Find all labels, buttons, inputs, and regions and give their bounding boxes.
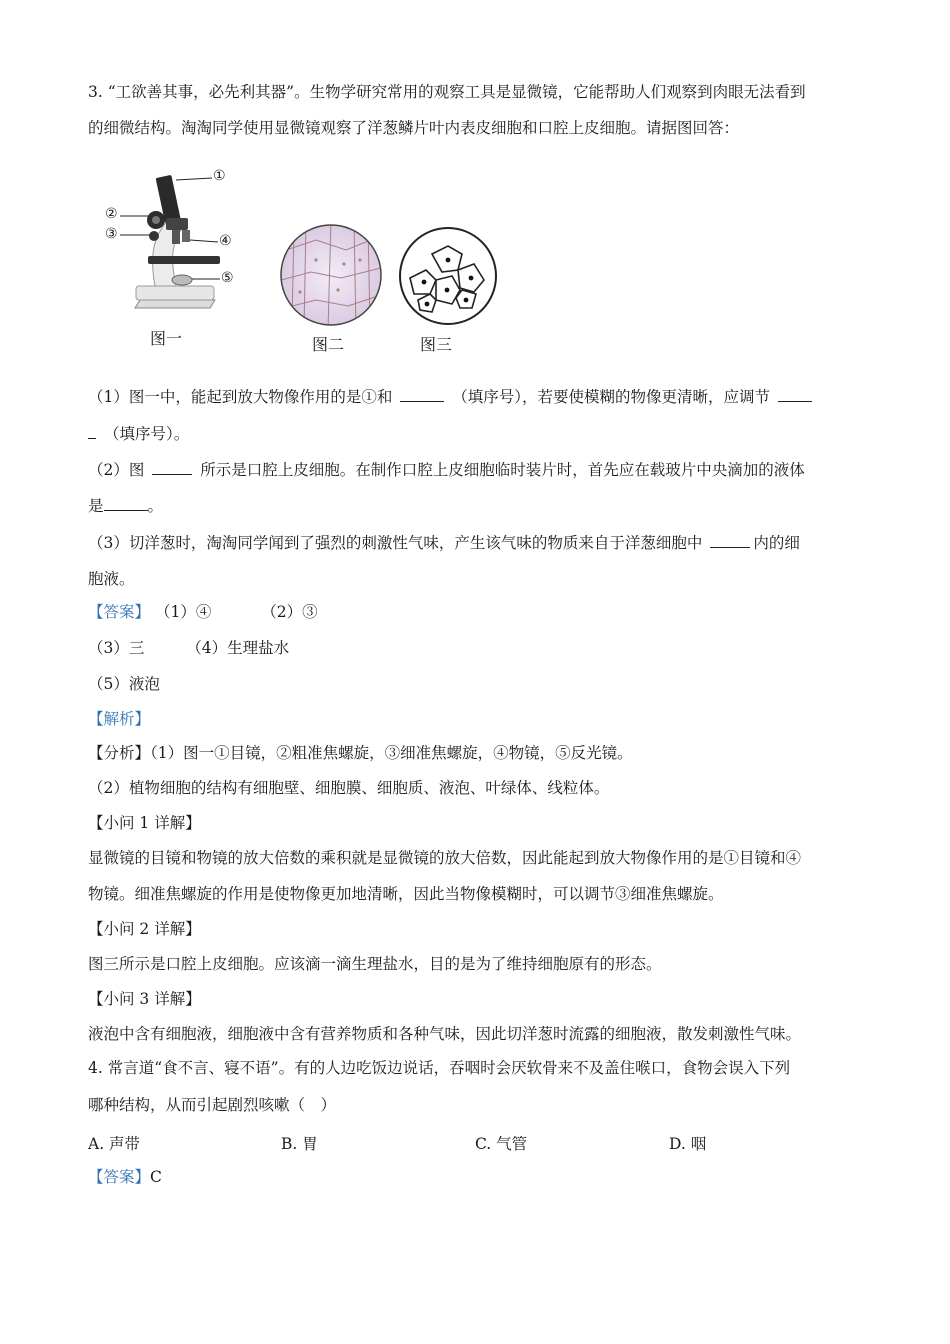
sub2-text-d: 。 (147, 497, 164, 515)
q3-sub3-line2: 胞液。 (88, 570, 135, 588)
sub2-text-a: （2）图 (88, 461, 145, 479)
q4-option-a[interactable]: A. 声带 (88, 1135, 141, 1153)
sub1-blank-1[interactable] (400, 387, 444, 402)
label-2: ② (105, 206, 118, 222)
sub3-blank-1[interactable] (710, 533, 750, 548)
detail1-tag: 【小问 1 详解】 (88, 814, 201, 832)
sub1-blank-2a[interactable] (778, 387, 812, 402)
sub3-text-a: （3）切洋葱时，淘淘同学闻到了强烈的刺激性气味，产生该气味的物质来自于洋葱细胞中 (88, 534, 703, 552)
q3-sub1-line2 (88, 424, 189, 444)
label-1: ① (213, 168, 226, 184)
q3-answer-line2 (88, 638, 289, 658)
q4-answer: C (150, 1168, 162, 1186)
answer-1: （1）④ (154, 603, 212, 621)
cheek-cells-figure (396, 224, 500, 328)
answer-5: （5）液泡 (88, 675, 160, 693)
q3-stem-line1: 3. “工欲善其事，必先利其器”。生物学研究常用的观察工具是显微镜，它能帮助人们观察到肉眼无法看到 (88, 83, 806, 101)
figure1-caption: 图一 (150, 329, 183, 348)
onion-cells-figure (276, 220, 386, 330)
q4-answer-tag: 【答案】 (88, 1168, 151, 1186)
label-4: ④ (219, 233, 232, 249)
sub3-text-b: 内的细 (753, 534, 800, 552)
q4-stem-line2: 哪种结构，从而引起剧烈咳嗽（ ） (88, 1096, 337, 1114)
q4-option-b[interactable]: B. 胃 (281, 1135, 318, 1153)
detail3-line1: 液泡中含有细胞液，细胞液中含有营养物质和各种气味，因此切洋葱时流露的细胞液，散发刺激性气味。 (88, 1025, 802, 1043)
figure2-caption: 图二 (312, 335, 345, 354)
q3-sub2-line1 (88, 460, 805, 480)
q3-answer-line1 (88, 602, 318, 622)
detail1-line2: 物镜。细准焦螺旋的作用是使物像更加地清晰，因此当物像模糊时，可以调节③细准焦螺旋。 (88, 885, 724, 903)
q3-sub3-line1 (88, 533, 800, 553)
fenxi-tag: 【分析】 (88, 744, 151, 762)
figure3-caption: 图三 (420, 335, 453, 354)
q3-sub2-line2 (88, 496, 163, 516)
sub1-text-a: （1）图一中，能起到放大物像作用的是①和 (88, 388, 393, 406)
detail3-tag: 【小问 3 详解】 (88, 990, 201, 1008)
fenxi-text-1: （1）图一①目镜，②粗准焦螺旋，③细准焦螺旋，④物镜，⑤反光镜。 (150, 744, 633, 762)
analysis-tag: 【解析】 (88, 710, 151, 728)
fenxi-line1 (88, 743, 633, 763)
sub2-text-c: 是 (88, 497, 104, 515)
q4-option-d[interactable]: D. 咽 (669, 1135, 707, 1153)
figure-group (100, 158, 520, 358)
answer-3: （3）三 (88, 639, 145, 657)
sub2-blank-1[interactable] (152, 460, 192, 475)
sub1-text-b: （填序号），若要使模糊的物像更清晰，应调节 (452, 388, 771, 406)
q4-answer-line (88, 1167, 162, 1187)
answer-tag: 【答案】 (88, 603, 151, 621)
q3-stem-line2: 的细微结构。淘淘同学使用显微镜观察了洋葱鳞片叶内表皮细胞和口腔上皮细胞。请据图回答： (88, 119, 740, 137)
detail2-line1: 图三所示是口腔上皮细胞。应该滴一滴生理盐水，目的是为了维持细胞原有的形态。 (88, 955, 662, 973)
label-5: ⑤ (221, 270, 234, 286)
q4-stem-line1: 4. 常言道“食不言、寝不语”。有的人边吃饭边说话，吞咽时会厌软骨来不及盖住喉口，食物会误入下列 (88, 1059, 791, 1077)
sub1-blank-2b[interactable] (88, 424, 96, 439)
sub2-text-b: 所示是口腔上皮细胞。在制作口腔上皮细胞临时装片时，首先应在载玻片中央滴加的液体 (200, 461, 805, 479)
answer-4: （4）生理盐水 (186, 639, 290, 657)
q3-sub1-line1 (88, 387, 815, 407)
detail1-line1: 显微镜的目镜和物镜的放大倍数的乘积就是显微镜的放大倍数，因此能起到放大物像作用的是①目镜和④ (88, 849, 802, 867)
sub1-text-c: （填序号）。 (103, 425, 190, 443)
answer-2: （2）③ (261, 603, 318, 621)
label-3: ③ (105, 226, 118, 242)
q4-option-c[interactable]: C. 气管 (475, 1135, 528, 1153)
detail2-tag: 【小问 2 详解】 (88, 920, 201, 938)
fenxi-line2: （2）植物细胞的结构有细胞壁、细胞膜、细胞质、液泡、叶绿体、线粒体。 (88, 779, 610, 797)
microscope-figure (100, 158, 260, 328)
sub2-blank-2[interactable] (104, 496, 148, 511)
